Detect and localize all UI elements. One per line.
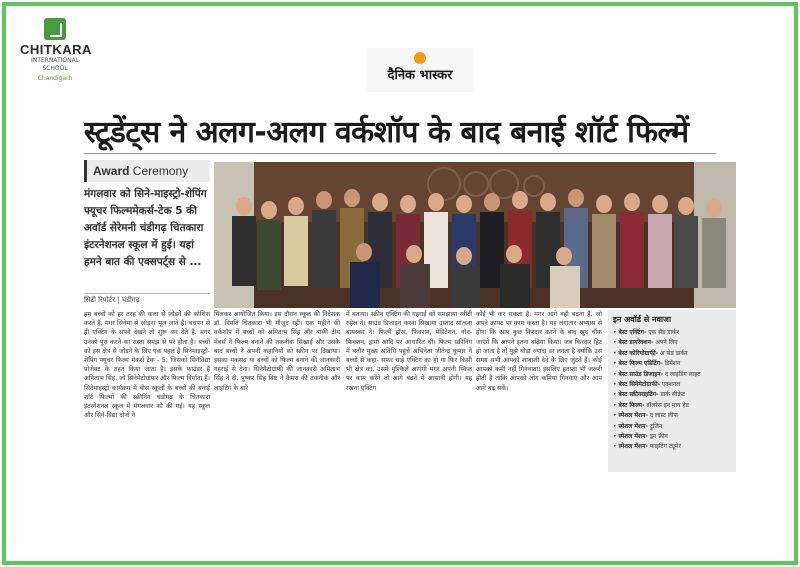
award-item: • स्पेशल मेंशन- ट्रूजिन (613, 422, 663, 430)
article-byline: सिटी रिपोर्टर | चंडीगढ़ (84, 293, 210, 305)
article-column-4: कोई भी कर सकता है, मगर आगे वही बढ़ता है, जो अपने क्राफ्ट पर काम करता है। यह लगातार अभ्यास से होगा कि आप कुछ किरदार करने के बाद खुद चौंक जाएंगे कि आपने इतना बढ़िया किया। जब किरदार हिट हो जाता है तो मुझे थोड़ा ज्यादा डर लगता है क्योंकि उस समय सभी आपको शाबाशी देने के लिए जुटते हैं। कोई आपको कमी नहीं गिनवाता। इसलिए हताशा भी जरूरी होती है ताकि आपको लोग कमियां गिनवाएं और आप आगे बढ़ सकें। (476, 311, 602, 392)
tag-bold: Award (93, 164, 130, 178)
award-item: • स्पेशल मेंशन- फाइटिंग ट्यूमेर (613, 443, 681, 451)
award-item: • स्पेशल मेंशन- द लास्ट लीफ (613, 412, 679, 420)
logo-name: CHITKARA (20, 42, 92, 57)
article-column-3: में बताया। स्क्रीन एक्टिंग की गहराई को समझाया स्वीटी रुहेल ने। साउंड डिजाइन करना सिखाया उस्ताद सांत्वना बायस्कर ने। फिल्में हॉरर, फिक्शन, मेडिटेशन, नॉन-फिक्शन, ड्रामा आदि पर आधारित थीं। फिल्म स्क्रीनिंग में बतौर मुख्य अतिथि पहुंचे अभिनेता जीतेन्द्र कुमार ने बच्चों से कहा- सफर चाहे एक्टिंग का हो या फिर किसी भी क्षेत्र का, उसमें मुश्किलें आएंगी मगर अपनी स्किल पर काम करेंगे तो आगे बढ़ने में आसानी होगी। यह रखना एक्टिंग (346, 311, 472, 392)
award-item: • बेस्ट स्क्रीनराइटिंग- डार्क सीक्रेट (613, 391, 685, 399)
award-item: • बेस्ट कोरियोग्राफी- अ सेड डार्कर (613, 349, 688, 357)
newspaper-title: दैनिक भास्कर (387, 68, 453, 83)
awards-list (613, 328, 731, 453)
tag-light: Ceremony (129, 164, 189, 178)
school-logo (20, 18, 90, 82)
article-headline: स्टूडेंट्स ने अलग-अलग वर्कशॉप के बाद बनाई शॉर्ट फिल्में (84, 115, 689, 150)
award-item: • बेस्ट फिल्म एडिटिंग- डिमेंशन (613, 360, 681, 368)
headline-divider (84, 153, 716, 154)
award-item: • बेस्ट डायरेक्शन- अपने लिए (613, 339, 678, 347)
sun-icon (414, 52, 426, 64)
article-column-2: मिलकर आयोजित किया। इस दौरान स्कूल की निदेशक डॉ. नियति चितकारा भी मौजूद रहीं। एक महीने की वर्कशॉप में बच्चों को अमिताभ सिंह और बाकी टीम मेंबर्स ने फिल्म बनाने की तकनीक सिखाई और उसके बाद बच्चों ने अपनी कहानियों को स्क्रीन पर दिखाया। इसका मकसद था बच्चों को फिल्म बनाने की जानकारी गहराई से देना। सिनेमैटोग्राफी की जानकारी अमिताभ सिंह ने दी, पुष्कर सिंह बिष्ट ने कैमरा की तकनीक और लाइटिंग के बारे (214, 311, 340, 392)
award-item: • बेस्ट फिल्म- वॉलरेस इन माय हेड (613, 401, 689, 409)
article-column-1: हम बच्चों को हर तरह की कला से जोड़ने की कोशिश करते हैं, मगर सिनेमा से जोड़ना भूल जाते हैं। बचपन से ही एक्टिंग के सपने देखने तो शुरू कर देते हैं, मगर उनको पूरा करने का रास्ता समझ से परे होता है। बच्चों को इस क्षेत्र से जोड़ने के लिए एक पहल है सिनेमाइस्ट्रो- शेपिंग फ्यूचर फिल्म मेकर्स टेक - 5, जिसको सिनेविद्या प्रोजेक्ट के तहत किया जाता है। इसके फाउंडर हैं अमिताभ सिंह, जो सिनेमेटोग्राफर और फिल्म निर्माता हैं। सिनेमाइस्ट्रो कार्यक्रम में बीस स्कूलों के बच्चों की बनाई शॉर्ट फिल्मों की स्क्रीनिंग चंडीगढ़ के चितकारा इंटरनेशनल स्कूल में मंगलवार को की गई। यह स्कूल और सिने-विद्या दोनों ने (84, 311, 210, 420)
logo-city: Chandigarh (37, 75, 73, 82)
newspaper-masthead (366, 48, 474, 92)
article-intro: मंगलवार को सिने-माइस्ट्रो-शेपिंग फ्यूचर फिल्ममेकर्स-टेक 5 की अवॉर्ड सेरेमनी चंडीगढ़ चितकारा इंटरनेशनल स्कूल में हुई। यहां हमने बात की एक्सपर्ट्स से ... (84, 188, 207, 268)
group-photo (214, 162, 736, 308)
logo-mark-icon (44, 18, 66, 40)
section-tag (84, 160, 210, 182)
logo-line2: SCHOOL (42, 65, 68, 72)
logo-line1: INTERNATIONAL (30, 57, 80, 64)
award-item: • स्पेशल मेंशन- ड्रग फ्रीन (613, 433, 668, 441)
award-item: • बेस्ट एक्टिंग- एक सेड डार्कर (613, 329, 680, 336)
award-item: • बेस्ट साउंड डिजाइन- द लाइडिंग लाइट (613, 370, 701, 378)
awards-title: इन अवॉर्ड से नवाजा (613, 315, 672, 324)
awards-box (608, 310, 736, 472)
award-item: • बेस्ट सिनेमेटोग्राफी- एक्शनल (613, 381, 681, 389)
